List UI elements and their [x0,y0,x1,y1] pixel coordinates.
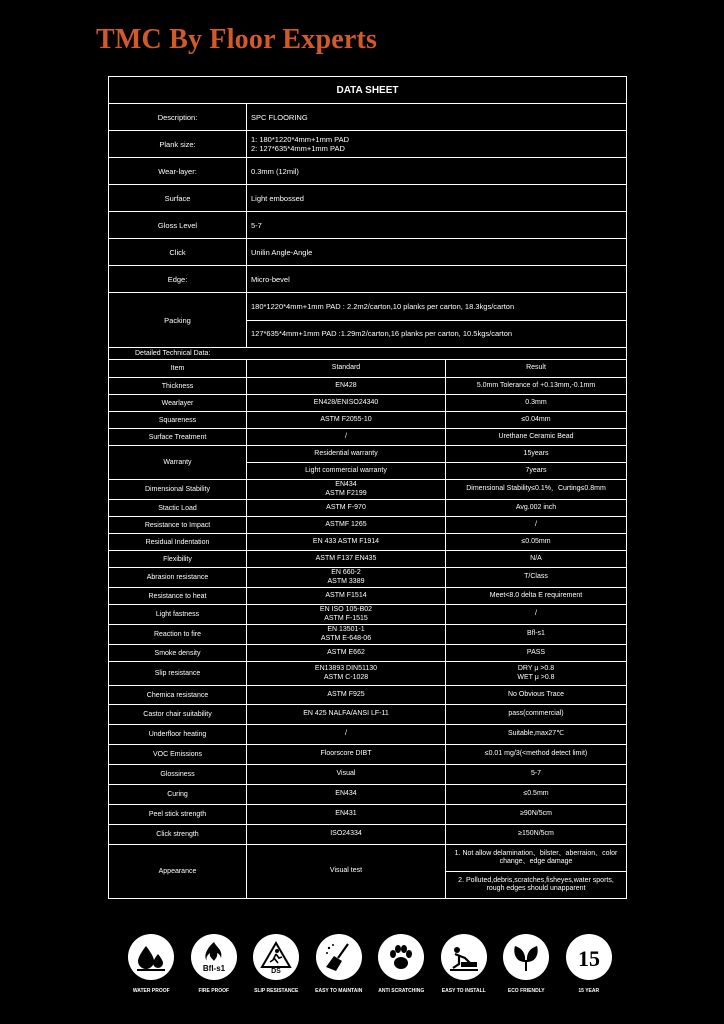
broom-icon [322,940,356,974]
leaf-icon [509,940,543,974]
badge-anti-scratching: ANTI SCRATCHING [370,934,433,994]
standard-cell: ASTMF 1265 [247,517,446,533]
item-cell: Glossiness [109,765,247,784]
standard-cell: ISO24334 [247,825,446,844]
standard-cell: EN431 [247,805,446,824]
row-label: Packing [109,293,247,347]
wear-layer-row [109,158,626,185]
row-value: Unilin Angle-Angle [251,247,313,257]
click-row [109,239,626,266]
table-row [109,605,626,625]
table-row [109,785,626,805]
packing-row [109,293,626,348]
table-row [109,825,626,845]
standard-cell: EN 13501-1 ASTM E-648-06 [247,625,446,644]
item-cell: Slip resistance [109,662,247,685]
item-cell: Reaction to fire [109,625,247,644]
svg-text:DS: DS [271,968,282,974]
row-value: SPC FLOORING [251,112,308,122]
svg-text:Bfl-s1: Bfl-s1 [202,964,225,973]
standard-cell: Visual [247,765,446,784]
appearance-row [109,845,626,898]
item-cell: Chemica resistance [109,686,247,704]
row-value: 2: 127*635*4mm+1mm PAD [251,144,345,153]
table-row [109,588,626,605]
row-value: 1: 180*1220*4mm+1mm PAD [251,135,350,144]
row-label: Gloss Level [109,212,247,238]
item-cell: Resistance to heat [109,588,247,604]
svg-text:15: 15 [577,946,600,971]
item-cell: Dimensional Stability [109,480,247,499]
row-value: 0.3mm (12mil) [251,166,299,176]
badge-fire-proof: Bfl-s1 FIRE PROOF [183,934,246,994]
result-cell: Meet<8.0 delta E requirement [489,591,583,599]
table-row [109,645,626,662]
standard-cell: ASTM F925 [247,686,446,704]
item-cell: Flexibility [109,551,247,567]
standard-cell: / [247,429,446,445]
item-cell: Curing [109,785,247,804]
item-cell: Resistance to Impact [109,517,247,533]
badge-easy-to-maintain: EASY TO MAINTAIN [308,934,371,994]
table-row [109,745,626,765]
result-cell: Avg.002 inch [515,503,557,511]
standard-cell: ASTM E662 [247,645,446,661]
standard-cell: EN13893 DIN51130 ASTM C-1028 [247,662,446,685]
column-header: Item [109,360,247,377]
standard-cell: ASTM F-970 [247,500,446,516]
table-row [109,517,626,534]
standard-cell: EN428/ENISO24340 [247,395,446,411]
standard-cell: EN428 [247,378,446,394]
item-cell: Click strength [109,825,247,844]
water-drop-icon [134,940,168,974]
table-row [109,551,626,568]
result-cell: ≥150N/5cm [518,830,554,838]
item-cell: Smoke density [109,645,247,661]
standard-cell: EN434 [247,785,446,804]
column-header-row [109,360,626,378]
result-cell: PASS [526,648,546,656]
item-cell: Castor chair suitability [109,705,247,724]
row-label: Edge: [109,266,247,292]
table-row [109,395,626,412]
table-row [109,625,626,645]
standard-cell: Light commercial warranty [247,463,446,479]
badge-water-proof: WATER PROOF [120,934,183,994]
result-cell: 5-7 [530,770,542,778]
warranty-row [109,446,626,480]
item-cell: Wearlayer [109,395,247,411]
result-cell: Suitable,max27℃ [507,730,565,738]
fire-icon [197,940,231,974]
item-cell: Light fastness [109,605,247,624]
standard-cell: EN 660-2 ASTM 3389 [247,568,446,587]
result-cell: ≤0.01 mg/3(<method detect limit) [484,750,588,758]
row-label: Click [109,239,247,265]
row-value: 180*1220*4mm+1mm PAD : 2.2m2/carton,10 planks per carton, 18.3kgs/carton [251,301,515,311]
badge-eco-friendly: ECO FRIENDLY [495,934,558,994]
item-cell: Thickness [109,378,247,394]
badge-easy-to-install: EASY TO INSTALL [433,934,496,994]
install-icon [447,940,481,974]
standard-cell: Floorscore DIBT [247,745,446,764]
item-cell: Surface Treatment [109,429,247,445]
result-cell: / [535,610,537,618]
result-cell: DRY μ >0.8 WET μ >0.8 [517,665,555,681]
result-cell: No Obvious Trace [507,690,565,698]
standard-cell: EN434 ASTM F2199 [247,480,446,499]
result-cell: ≥90N/5cm [520,810,552,818]
row-label: Wear-layer: [109,158,247,184]
standard-cell: ASTM F137 EN435 [247,551,446,567]
standard-cell: Residential warranty [247,446,446,462]
table-row [109,429,626,446]
table-row [109,662,626,686]
standard-cell: ASTM F1514 [247,588,446,604]
row-value: 5-7 [251,220,262,230]
table-row [109,686,626,705]
table-row [109,705,626,725]
badge-slip-resistance: DS SLIP RESISTANCE [245,934,308,994]
item-cell: Underfloor heating [109,725,247,744]
standard-cell: EN 425 NALFA/ANSI LF-11 [247,705,446,724]
slip-icon [259,940,293,974]
result-cell: T/Class [524,573,548,581]
gloss-level-row [109,212,626,239]
result-cell: ≤0.04mm [521,415,551,423]
item-cell: Stactic Load [109,500,247,516]
table-row [109,480,626,500]
standard-cell: EN 433 ASTM F1914 [247,534,446,550]
row-label: Description: [109,104,247,130]
column-header: Result [526,364,546,372]
table-row [109,500,626,517]
result-cell: pass(commercial) [508,710,564,718]
result-cell: Dimensional Stability≤0.1%，Curting≤0.8mm [466,485,606,493]
description-row [109,104,626,131]
result-cell: Bfl-s1 [527,630,545,638]
sheet-title: DATA SHEET [109,77,626,104]
result-cell: 1. Not allow delamination、bilster、aberraion、color change、edge damage [446,845,626,872]
item-cell: Appearance [109,845,247,898]
table-row [109,725,626,745]
result-cell: ≤0.5mm [523,790,549,798]
data-sheet-table [108,76,627,899]
table-row [109,765,626,785]
standard-cell: ASTM F2055-10 [247,412,446,428]
standard-cell: EN ISO 105-B02 ASTM F-1515 [247,605,446,624]
result-cell: 2. Polluted,debris,scratches,fisheyes,water sports, rough edges should unapparent [458,876,614,892]
brand-title: TMC By Floor Experts [96,24,378,55]
row-value: Light embossed [251,193,304,203]
item-cell: VOC Emissions [109,745,247,764]
result-cell: 5.0mm Tolerance of +0.13mm,-0.1mm [476,381,596,389]
table-row [109,568,626,588]
feature-badges [120,934,620,994]
result-cell: N/A [530,554,542,562]
item-cell: Residual Indentation [109,534,247,550]
standard-cell: / [247,725,446,744]
badge-15-year: 15 15 YEAR [558,934,621,994]
result-cell: ≤0.05mm [521,537,551,545]
standard-cell: Visual test [247,845,446,898]
result-cell: Urethane Ceramic Bead [498,432,574,440]
surface-row [109,185,626,212]
fifteen-year-icon [570,940,608,974]
result-cell: 15years [523,449,549,457]
result-cell: 7years [525,466,547,474]
column-header: Standard [247,360,446,377]
edge-row [109,266,626,293]
row-label: Surface [109,185,247,211]
plank-size-row [109,131,626,158]
item-cell: Warranty [109,446,247,479]
table-row [109,378,626,395]
table-row [109,412,626,429]
table-row [109,534,626,551]
row-value: Micro-bevel [251,274,290,284]
table-row [109,805,626,825]
result-cell: 0.3mm [525,398,547,406]
item-cell: Abrasion resistance [109,568,247,587]
item-cell: Squareness [109,412,247,428]
row-value: 127*635*4mm+1mm PAD :1.29m2/carton,16 planks per carton, 10.5kgs/carton [247,320,626,348]
row-label: Plank size: [109,131,247,157]
detail-header: Detailed Technical Data: [109,348,626,360]
paw-icon [384,940,418,974]
item-cell: Peel stick strength [109,805,247,824]
result-cell: / [535,520,537,528]
